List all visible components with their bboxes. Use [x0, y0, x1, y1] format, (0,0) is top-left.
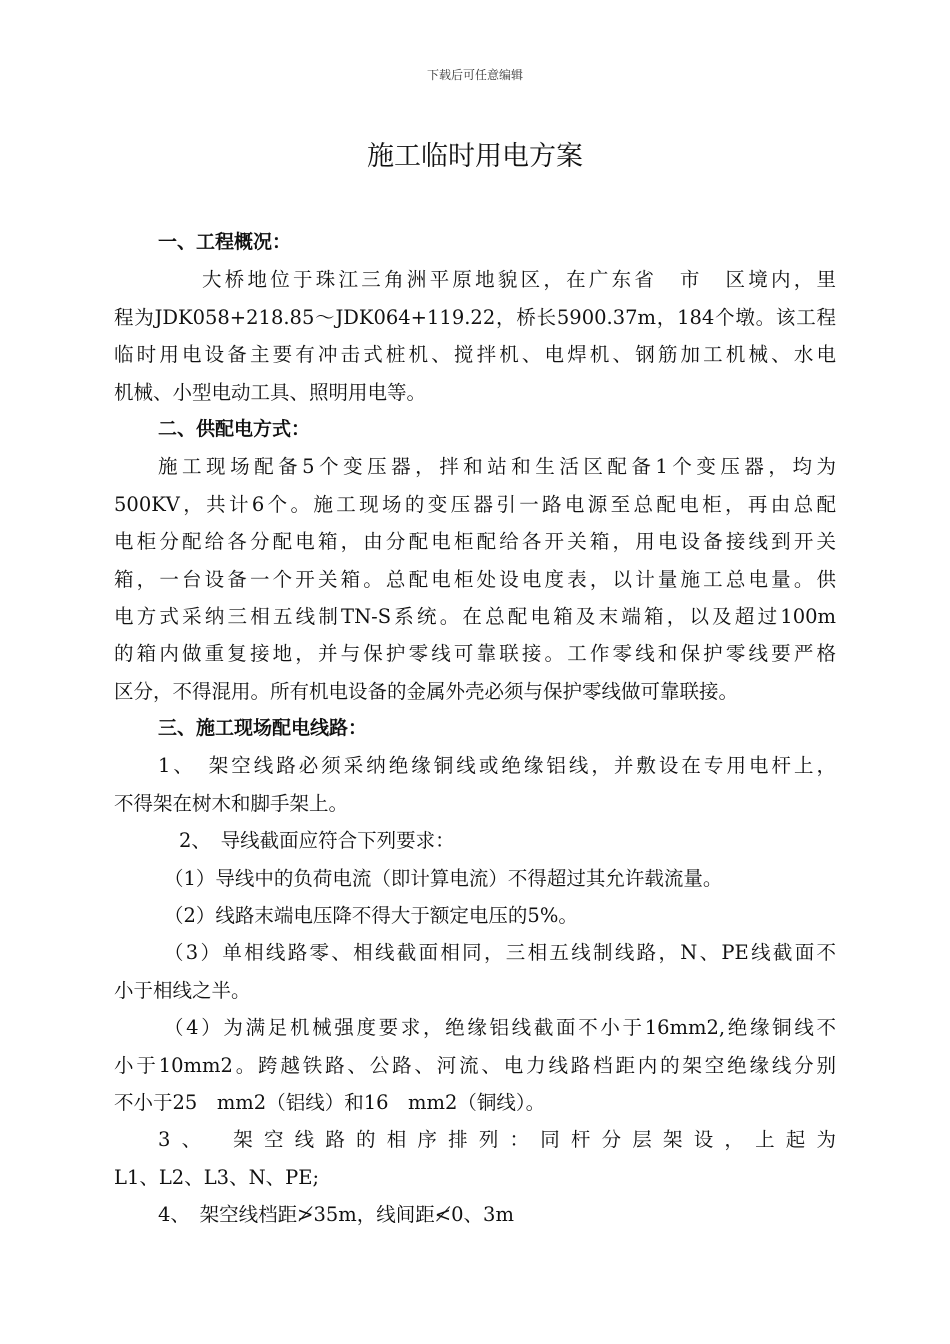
- paragraph-line: 施工现场配备5个变压器，拌和站和生活区配备1个变压器，均为: [158, 455, 836, 479]
- paragraph-line: 电方式采纳三相五线制TN-S系统。在总配电箱及末端箱，以及超过100m: [114, 604, 836, 628]
- document-title: 施工临时用电方案: [367, 141, 583, 172]
- list-item-1: 1、 架空线路必须采纳绝缘铜线或绝缘铝线，并敷设在专用电杆上，: [158, 754, 836, 778]
- paragraph-line: 的箱内做重复接地，并与保护零线可靠联接。工作零线和保护零线要严格: [114, 642, 836, 666]
- list-item-3: 3、 架空线路的相序排列：同杆分层架设，上起为: [158, 1128, 836, 1152]
- paragraph-line: 程为JDK058+218.85～JDK064+119.22，桥长5900.37m，184个墩。该工程: [114, 305, 836, 329]
- paragraph-line: 大桥地位于珠江三角洲平原地貌区，在广东省 市 区境内，里: [202, 268, 836, 292]
- sub-item-4-continuation: 不小于25 mm2（铝线）和16 mm2（铜线）。: [114, 1090, 546, 1114]
- sub-item-4-continuation: 小于10mm2。跨越铁路、公路、河流、电力线路档距内的架空绝缘线分别: [114, 1053, 836, 1077]
- page-header-note: 下载后可任意编辑: [426, 68, 523, 82]
- document-body: [114, 224, 836, 1234]
- section-2-heading: 二、供配电方式：: [158, 417, 311, 440]
- sub-item-3-continuation: 小于相线之半。: [114, 978, 251, 1002]
- list-item-1-continuation: 不得架在树木和脚手架上。: [114, 791, 349, 815]
- paragraph-line: 电柜分配给各分配电箱，由分配电柜配给各开关箱，用电设备接线到开关: [114, 530, 836, 554]
- paragraph-line: 临时用电设备主要有冲击式桩机、搅拌机、电焊机、钢筋加工机械、水电: [114, 343, 836, 367]
- sub-item-2: （2）线路末端电压降不得大于额定电压的5%。: [164, 904, 578, 928]
- sub-item-4: （4）为满足机械强度要求，绝缘铝线截面不小于16mm2,绝缘铜线不: [164, 1016, 836, 1040]
- sub-item-1: （1）导线中的负荷电流（即计算电流）不得超过其允许载流量。: [164, 866, 723, 890]
- sub-item-3: （3）单相线路零、相线截面相同，三相五线制线路，N、PE线截面不: [164, 941, 836, 965]
- paragraph-line: 区分，不得混用。所有机电设备的金属外壳必须与保护零线做可靠联接。: [114, 679, 739, 703]
- paragraph-line: 机械、小型电动工具、照明用电等。: [114, 380, 427, 404]
- section-3-heading: 三、施工现场配电线路：: [158, 717, 368, 740]
- list-item-3-continuation: L1、L2、L3、N、PE;: [114, 1165, 320, 1189]
- paragraph-line: 500KV，共计6个。施工现场的变压器引一路电源至总配电柜，再由总配: [114, 492, 836, 516]
- list-item-2: 2、 导线截面应符合下列要求：: [179, 829, 455, 853]
- list-item-4: 4、 架空线档距≯35m，线间距≮0、3m: [158, 1203, 514, 1227]
- paragraph-line: 箱，一台设备一个开关箱。总配电柜处设电度表，以计量施工总电量。供: [114, 567, 836, 591]
- section-1-heading: 一、工程概况：: [158, 231, 292, 253]
